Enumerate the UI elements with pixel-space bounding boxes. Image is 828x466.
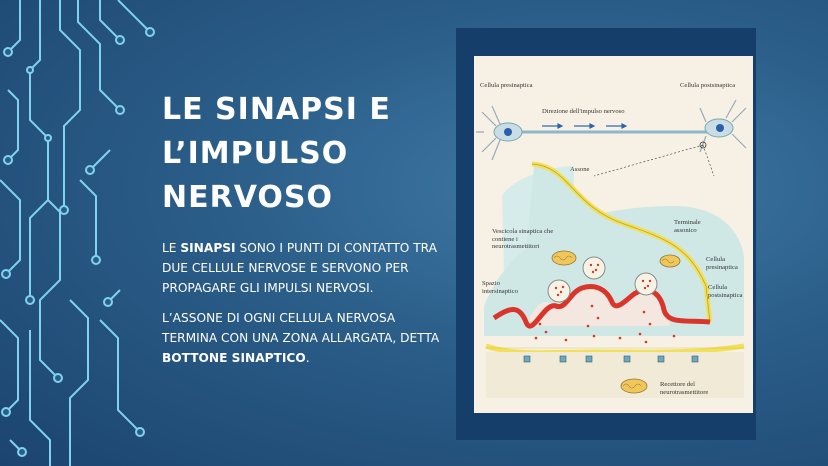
label-postsynaptic-cell: Cellula postsinaptica [680,82,736,89]
slide-body [162,238,447,378]
para2-bold: BOTTONE SINAPTICO [162,351,306,365]
para1-text-b: SONO I PUNTI DI CONTATTO TRA DUE CELLULE NERVOSE E SERVONO PER PROPAGARE GLI IMPULSI NERVOSI. [162,241,437,295]
para2-text-b: . [305,351,310,365]
label-impulse-direction: Direzione dell'impulso nervoso [542,108,625,115]
slide-title [162,88,452,220]
label-cell-postsynaptic: Cellula postsinaptica [708,284,743,299]
circuit-decoration [0,0,170,466]
title-line-1: LE SINAPSI E [162,92,391,127]
paragraph-sinapsi [162,238,447,298]
label-cell-presynaptic: Cellula presinaptica [706,256,738,271]
synapse-figure [474,56,753,413]
para1-text-a: LE [162,241,181,255]
label-axon: Assone [570,166,590,173]
paragraph-assone [162,308,447,368]
label-synaptic-cleft: Spazio intersinaptico [482,280,518,295]
para1-bold: SINAPSI [180,241,236,255]
title-line-2: L’IMPULSO [162,136,349,171]
label-presynaptic-cell: Cellula presinaptica [480,82,533,89]
label-vesicle: Vescicola sinaptica che contiene i neurotrasmettitori [492,228,554,250]
label-axon-terminal: Terminale assonico [674,219,701,234]
label-receptor: Recettore del neurotrasmettitore [660,381,709,396]
title-line-3: NERVOSO [162,180,334,215]
para2-text-a: L’ASSONE DI OGNI CELLULA NERVOSA TERMINA CON UNA ZONA ALLARGATA, DETTA [162,311,440,345]
